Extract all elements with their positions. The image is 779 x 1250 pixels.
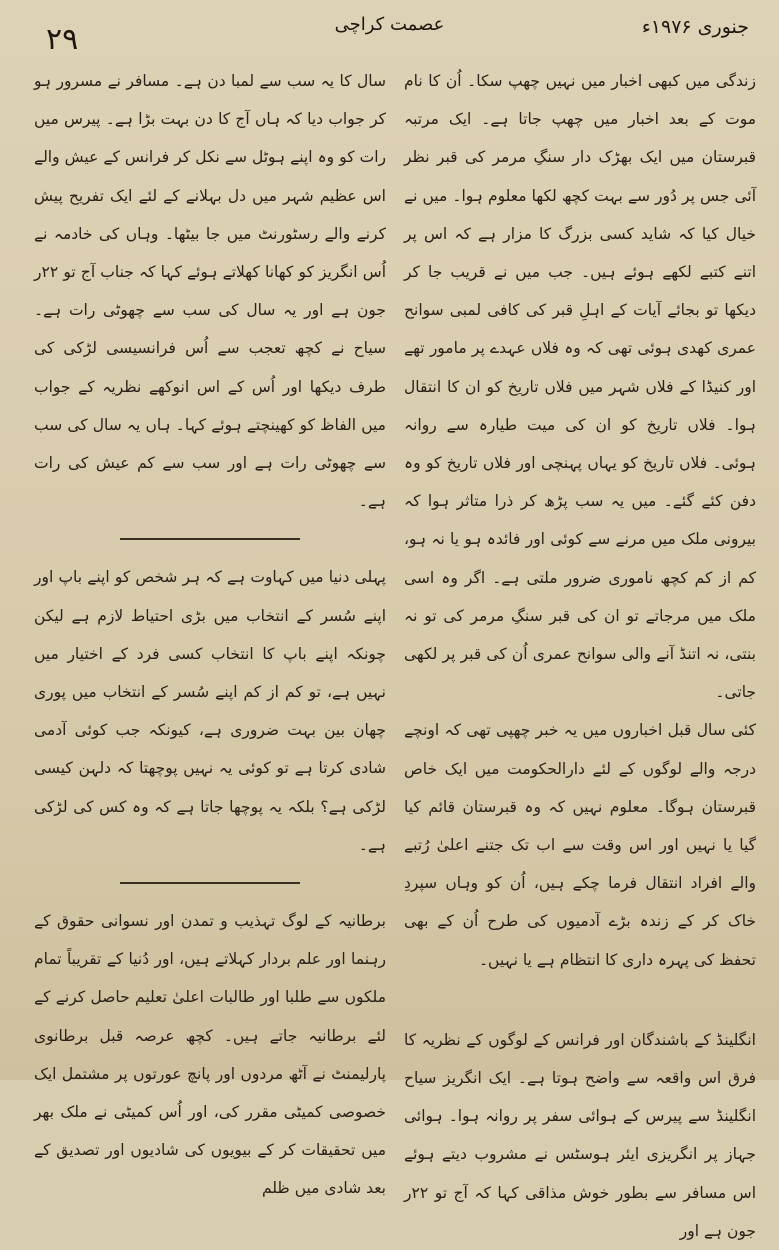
section-divider: [120, 538, 300, 540]
page-number: ۲۹: [46, 22, 79, 57]
section-divider: [120, 882, 300, 884]
paragraph-cemetery: کئی سال قبل اخباروں میں یہ خبر چھپی تھی کہ اونچے درجہ والے لوگوں کے لئے دارالحکومت میں ایک خاص قبرستان ہوگا۔ معلوم نہیں کہ وہ قبرستان قائم کیا گیا یا نہیں اور اس وقت سے اب تک جتنے اعلیٰ رُتبے والے افراد انتقال فرما چکے ہیں، اُن کو وہاں سپردِ خاک کر کے زندہ بڑے آدمیوں کی طرح اُن کے بھی تحفظ کی پہرہ داری کا انتظام ہے یا نہیں۔: [404, 721, 756, 969]
section-gap: [404, 979, 756, 1021]
paragraph-father-in-law: پہلی دنیا میں کہاوت ہے کہ ہر شخص کو اپنے باپ اور اپنے سُسر کے انتخاب میں بڑی احتیاط لازم ہے لیکن چونکہ اپنے باپ کا انتخاب کسی فرد کے اختیار میں نہیں ہے، تو کم از کم اپنے سُسر کے انتخاب میں پوری چھان بین بہت ضروری ہے، کیونکہ جب کوئی آدمی شادی کرتا ہے تو کوئی یہ نہیں پوچھتا کہ دلہن کیسی لڑکی ہے؟ بلکہ یہ پوچھا جاتا ہے کہ وہ کس کی لڑکی ہے۔: [34, 568, 386, 854]
issue-date: جنوری ۱۹۷۶ء: [641, 16, 749, 38]
right-column: [404, 62, 756, 1250]
paragraph-england-france: انگلینڈ کے باشندگان اور فرانس کے لوگوں کے نظریہ کا فرق اس واقعہ سے واضح ہوتا ہے۔ ایک انگریز سیاح انگلینڈ سے پیرس کے ہوائی سفر پر روانہ ہوا۔ ہوائی جہاز پر انگریزی ایئر ہوسٹس نے مشروب دیتے ہوئے اس مسافر سے بطور خوش مذاقی کہا کہ آج تو ۲۲ر جون ہے اور: [404, 1030, 756, 1240]
paragraph-paris-night: سال کا یہ سب سے لمبا دن ہے۔ مسافر نے مسرور ہو کر جواب دیا کہ ہاں آج کا دن بہت بڑا ہے۔ پیرس میں رات کو وہ اپنے ہوٹل سے نکل کر فرانس کے عیش والے اس عظیم شہر میں دل بہلانے کے لئے ایک تفریح پیش کرنے والے رسٹورنٹ میں جا بیٹھا۔ وہاں کی خادمہ نے اُس انگریز کو کھانا کھلاتے ہوئے کہا کہ جناب آج تو ۲۲ر جون ہے اور یہ سال کی سب سے چھوٹی رات ہے۔ سیاح نے کچھ تعجب سے اُس فرانسیسی لڑکی کی طرف دیکھا اور اُس کے اس انوکھے نظریہ کے جواب میں الفاظ کو کھینچتے ہوئے کہا۔ ہاں یہ سال کی سب سے چھوٹی رات ہے اور سب سے کم عیش کی رات ہے۔: [34, 72, 386, 511]
paragraph-britain: برطانیہ کے لوگ تہذیب و تمدن اور نسوانی حقوق کے رہنما اور علم بردار کہلاتے ہیں، اور دُنیا کے تقریباً تمام ملکوں سے طلبا اور طالبات اعلیٰ تعلیم حاصل کرنے کے لئے برطانیہ جاتے ہیں۔ کچھ عرصہ قبل برطانوی پارلیمنٹ نے آٹھ مردوں اور پانچ عورتوں پر مشتمل ایک خصوصی کمیٹی مقرر کی، اور اُس کمیٹی نے ملک بھر میں تحقیقات کر کے بیویوں کی شادیوں اور تصدیق کے بعد شادی میں ظلم: [34, 912, 386, 1198]
magazine-title: عصمت کراچی: [334, 14, 445, 35]
page-header: [0, 10, 779, 57]
paragraph-obituary: زندگی میں کبھی اخبار میں نہیں چھپ سکا۔ اُن کا نام موت کے بعد اخبار میں چھپ جاتا ہے۔ ایک مرتبہ قبرستان میں ایک بھڑک دار سنگِ مرمر کی قبر نظر آئی جس پر دُور سے بہت کچھ لکھا معلوم ہوا۔ میں نے خیال کیا کہ شاید کسی بزرگ کا مزار ہے کہ اس پر اتنے کتبے لکھے ہوئے ہیں۔ جب میں نے قریب جا کر دیکھا تو بجائے آیات کے اہلِ قبر کی کافی لمبی سوانح عمری کھدی ہوئی تھی کہ وہ فلاں عہدے پر مامور تھے اور کنیڈا کے فلاں شہر میں فلاں تاریخ کو ان کا انتقال ہوا۔ فلاں تاریخ کو ان کی میت طیارہ سے روانہ ہوئی۔ فلاں تاریخ کو یہاں پہنچی اور فلاں تاریخ کو وہ دفن کئے گئے۔ میں یہ سب پڑھ کر ذرا متاثر ہوا کہ بیرونی ملک میں مرنے سے کوئی اور فائدہ ہو یا نہ ہو، کم از کم کچھ ناموری ضرور ملتی ہے۔ اگر وہ اسی ملک میں مرجاتے تو ان کی قبر سنگِ مرمر کی تو نہ بنتی، نہ اتنڈ آنے والی سوانح عمری اُن کی قبر پر لکھی جاتی۔: [404, 72, 756, 702]
left-column: [34, 62, 386, 1208]
